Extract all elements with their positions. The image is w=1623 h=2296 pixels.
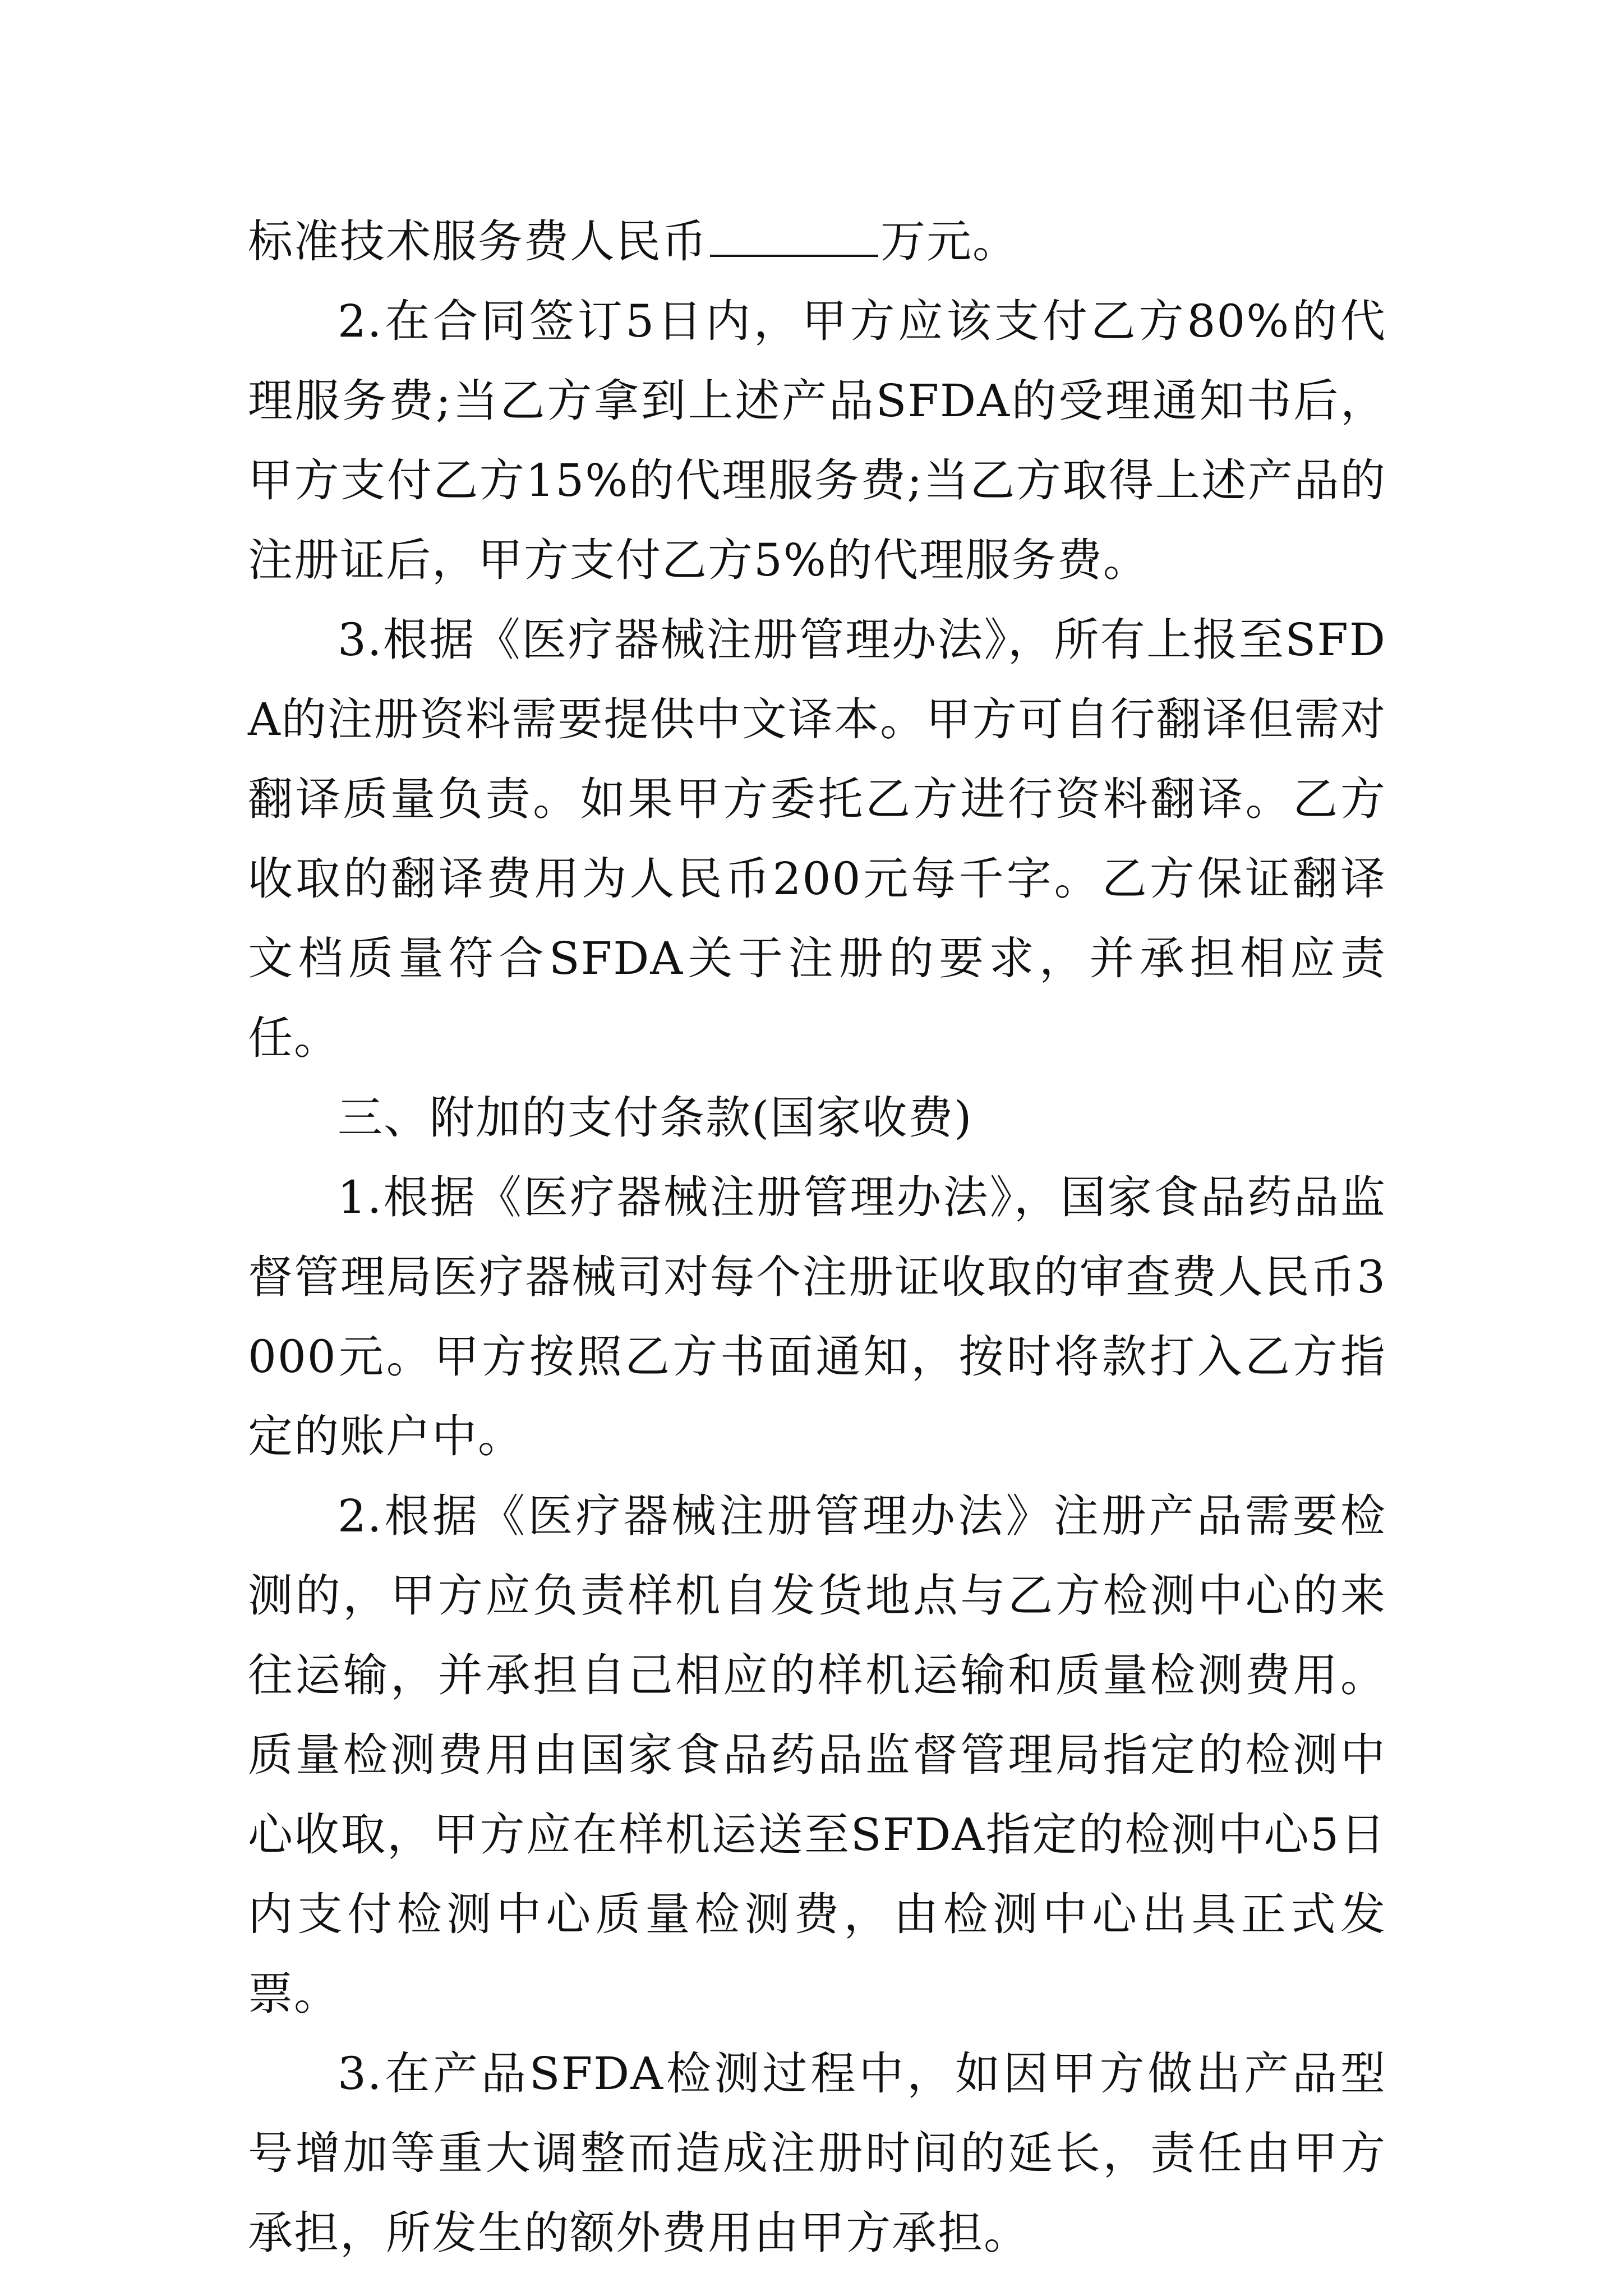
paragraph-service-fee xyxy=(248,202,1386,282)
paragraph-delay-responsibility: 3.在产品SFDA检测过程中，如因甲方做出产品型号增加等重大调整而造成注册时间的延长，责任由甲方承担，所发生的额外费用由甲方承担。 xyxy=(248,2047,1386,2259)
section-heading-additional-payment: 三、附加的支付条款(国家收费) xyxy=(338,1092,973,1144)
fee-blank-line xyxy=(710,215,878,257)
paragraph-translation: 3.根据《医疗器械注册管理办法》，所有上报至SFDA的注册资料需要提供中文译本。甲方可自行翻译但需对翻译质量负责。如果甲方委托乙方进行资料翻译。乙方收取的翻译费用为人民币200元每千字。乙方保证翻译文档质量符合SFDA关于注册的要求，并承担相应责任。 xyxy=(248,614,1386,1064)
paragraph-testing-fee: 2.根据《医疗器械注册管理办法》注册产品需要检测的，甲方应负责样机自发货地点与乙方检测中心的来往运输，并承担自己相应的样机运输和质量检测费用。质量检测费用由国家食品药品监督管理局指定的检测中心收取，甲方应在样机运送至SFDA指定的检测中心5日内支付检测中心质量检测费，由检测中心出具正式发票。 xyxy=(248,1490,1386,2020)
paragraph-payment-schedule: 2.在合同签订5日内，甲方应该支付乙方80%的代理服务费;当乙方拿到上述产品SFDA的受理通知书后，甲方支付乙方15%的代理服务费;当乙方取得上述产品的注册证后，甲方支付乙方5%的代理服务费。 xyxy=(248,295,1386,586)
service-fee-text-before: 标准技术服务费人民币 xyxy=(248,215,708,268)
paragraph-review-fee: 1.根据《医疗器械注册管理办法》，国家食品药品监督管理局医疗器械司对每个注册证收取的审查费人民币3000元。甲方按照乙方书面通知，按时将款打入乙方指定的账户中。 xyxy=(248,1171,1386,1462)
service-fee-text-after: 万元。 xyxy=(880,215,1018,268)
document-body xyxy=(248,202,1386,2273)
